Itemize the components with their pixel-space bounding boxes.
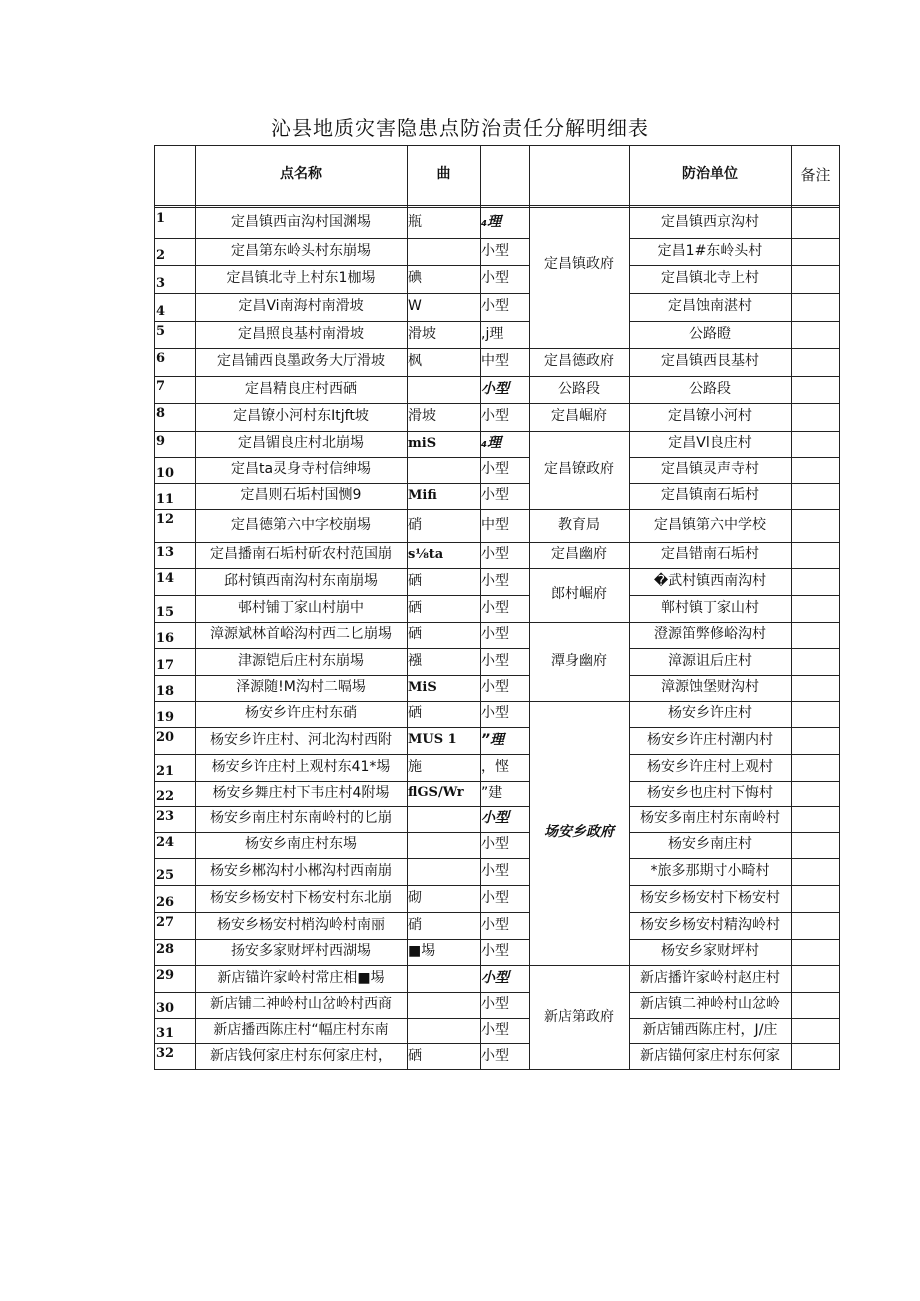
responsible-unit-cell: 新店镇二神岭村山忿岭 — [640, 996, 780, 1013]
scale-cell: 小型 — [481, 705, 509, 722]
type-cell: MUS 1 — [408, 732, 457, 748]
type-cell: 枫 — [408, 353, 422, 370]
type-cell: 硒 — [408, 1047, 422, 1064]
type-cell: miS — [408, 435, 437, 451]
header-point-name: 点名称 — [280, 166, 322, 183]
scale-cell: ”建 — [481, 784, 503, 801]
point-name-cell: 定昌播南石垢村斫农村范国崩 — [210, 546, 392, 563]
row-number: 5 — [156, 324, 166, 339]
responsibility-table — [154, 145, 840, 1070]
header-type: 曲 — [436, 166, 451, 183]
gov-cell: 定昌镣政府 — [544, 461, 614, 478]
scale-cell: 小型 — [481, 380, 509, 397]
scale-cell: 小型 — [481, 810, 509, 827]
row-number: 25 — [156, 868, 175, 883]
row-number: 16 — [156, 631, 175, 646]
type-cell — [407, 992, 481, 1018]
row-number: 4 — [156, 304, 166, 319]
row-number: 31 — [156, 1026, 175, 1041]
gov-cell: 公路段 — [558, 380, 600, 397]
scale-cell: 小型 — [481, 862, 509, 879]
type-cell: 硒 — [408, 626, 422, 643]
responsible-unit-cell: 杨安乡南庄村 — [668, 836, 752, 853]
point-name-cell: 定昌德第六中字校崩埸 — [231, 516, 371, 533]
type-cell: 滑坡 — [408, 408, 436, 425]
row-number: 13 — [156, 545, 175, 560]
responsible-unit-cell: 杨安乡家财坪村 — [661, 943, 759, 960]
point-name-cell: 杨安乡杨安村下杨安村东北崩 — [210, 889, 392, 906]
point-name-cell: 漳源斌林首峪沟村西二匕崩埸 — [210, 626, 392, 643]
point-name-cell: 杨安乡许庄村东硝 — [245, 705, 357, 722]
responsible-unit-cell: 澄源笛弊修峪沟村 — [654, 626, 766, 643]
responsible-unit-cell: *旅多那期寸小畸村 — [650, 862, 770, 879]
row-number: 27 — [156, 915, 175, 930]
type-cell — [407, 858, 481, 885]
gov-cell: 教育局 — [558, 516, 600, 533]
type-cell: s⅛ta — [408, 546, 444, 562]
type-cell — [407, 376, 481, 403]
type-cell: 硒 — [408, 599, 422, 616]
row-number: 12 — [156, 512, 175, 527]
responsible-unit-cell: 杨安乡也庄村下悔村 — [647, 784, 773, 801]
point-name-cell: 定昌镅良庄村北崩埸 — [238, 435, 364, 452]
row-number: 26 — [156, 895, 175, 910]
scale-cell: ”理 — [481, 731, 505, 748]
type-cell — [407, 457, 481, 483]
responsible-unit-cell: 定昌镇北寺上村 — [661, 270, 759, 287]
type-cell: 硒 — [408, 705, 422, 722]
point-name-cell: 定昌精良庄村西硒 — [245, 380, 357, 397]
responsible-unit-cell: 漳源蚀堡财沟村 — [661, 679, 759, 696]
gov-cell: 潭身幽府 — [551, 652, 607, 669]
responsible-unit-cell: 杨安乡杨安村下杨安村 — [640, 889, 780, 906]
row-number: 28 — [156, 942, 175, 957]
scale-cell: ，悭 — [481, 758, 509, 775]
scale-cell: 小型 — [481, 1021, 509, 1038]
row-number: 23 — [156, 809, 175, 824]
row-number: 29 — [156, 968, 175, 983]
responsible-unit-cell: 杨安乡许庄村上观村 — [647, 758, 773, 775]
scale-cell: 小型 — [481, 599, 509, 616]
type-cell — [407, 238, 481, 265]
responsible-unit-cell: 定昌错南石垢村 — [661, 546, 759, 563]
type-cell: 硒 — [408, 572, 422, 589]
scale-cell: 小型 — [481, 546, 509, 563]
type-cell: 砌 — [408, 889, 422, 906]
type-cell: ■埸 — [408, 943, 436, 960]
type-cell: 瓶 — [408, 214, 422, 231]
scale-cell: 小型 — [481, 943, 509, 960]
responsible-unit-cell: 定昌镇西京沟村 — [661, 214, 759, 231]
gov-cell: 定昌幽府 — [551, 546, 607, 563]
row-number: 20 — [156, 730, 175, 745]
responsible-unit-cell: 定昌镇西艮基村 — [661, 353, 759, 370]
type-cell: 襁 — [408, 652, 422, 669]
point-name-cell: 杨安乡许庄村、河北沟村西附 — [210, 731, 392, 748]
point-name-cell: 杨安乡舞庄村下韦庄村4附埸 — [212, 784, 390, 801]
point-name-cell: 邨村铺丁家山村崩中 — [238, 599, 364, 616]
row-number: 11 — [156, 492, 175, 507]
point-name-cell: 杨安乡许庄村上观村东41*埸 — [211, 758, 391, 775]
point-name-cell: 定昌铺西良墨政务大厅滑坡 — [217, 353, 385, 370]
row-number: 22 — [156, 789, 175, 804]
responsible-unit-cell: 定昌镇南石垢村 — [661, 487, 759, 504]
point-name-cell: 杨安乡郴沟村小郴沟村西南崩 — [210, 862, 392, 879]
responsible-unit-cell: 定昌镇第六中学校 — [654, 516, 766, 533]
scale-cell: 中型 — [481, 353, 509, 370]
row-number: 8 — [156, 406, 166, 421]
responsible-unit-cell: 杨安多南庄村东南岭村 — [640, 810, 780, 827]
point-name-cell: 定昌Vi南海村南滑坡 — [238, 298, 364, 315]
point-name-cell: 新店锚许家岭村常庄相■埸 — [217, 969, 385, 986]
point-name-cell: 定昌镇北寺上村东1枷埸 — [226, 270, 376, 287]
responsible-unit-cell: 定昌蚀南湛村 — [668, 298, 752, 315]
type-cell — [407, 806, 481, 832]
scale-cell: 小型 — [481, 461, 509, 478]
point-name-cell: 邱村镇西南沟村东南崩埸 — [224, 572, 378, 589]
responsible-unit-cell: 漳源诅后庄村 — [668, 652, 752, 669]
row-number: 24 — [156, 835, 175, 850]
row-number: 10 — [156, 466, 175, 481]
gov-cell: 新店第政府 — [544, 1008, 614, 1025]
type-cell — [407, 965, 481, 992]
row-number: 18 — [156, 684, 175, 699]
scale-cell: 小型 — [481, 916, 509, 933]
row-number: 9 — [156, 434, 166, 449]
scale-cell: 小型 — [481, 652, 509, 669]
responsible-unit-cell: 新店铺西陈庄村，J/庄 — [642, 1021, 778, 1038]
responsible-unit-cell: 杨安乡许庄村 — [668, 705, 752, 722]
scale-cell: 小型 — [481, 1047, 509, 1064]
point-name-cell: 定昌ta灵身寺村信绅埸 — [230, 461, 372, 478]
type-cell: MiS — [408, 679, 437, 695]
scale-cell: 小型 — [481, 626, 509, 643]
type-cell: Mifi — [408, 487, 437, 503]
scale-cell: 小型 — [481, 836, 509, 853]
row-number: 2 — [156, 248, 166, 263]
scale-cell: 小型 — [481, 996, 509, 1013]
responsible-unit-cell: 杨安乡许庄村潮内村 — [647, 731, 773, 748]
scale-cell: 小型 — [481, 572, 509, 589]
point-name-cell: 津源铠后庄村东崩埸 — [238, 652, 364, 669]
scale-cell: 小型 — [481, 242, 509, 259]
point-name-cell: 泽源随!M沟村二嗝埸 — [236, 679, 366, 696]
row-number: 30 — [156, 1001, 175, 1016]
responsible-unit-cell: 新店播许家岭村赵庄村 — [640, 969, 780, 986]
header-government — [529, 145, 629, 205]
type-cell: W — [408, 298, 422, 315]
header-scale — [480, 145, 529, 205]
point-name-cell: 新店播西陈庄村“幅庄村东南 — [213, 1021, 389, 1038]
scale-cell: 小型 — [481, 969, 509, 986]
responsible-unit-cell: 定昌1#东岭头村 — [657, 242, 763, 259]
row-number: 32 — [156, 1046, 175, 1061]
scale-cell: 小型 — [481, 408, 509, 425]
row-number: 15 — [156, 605, 175, 620]
point-name-cell: 定昌镣小河村东Itjft坡 — [233, 408, 369, 425]
responsible-unit-cell: 公路瞪 — [689, 325, 731, 342]
scale-cell: ₄理 — [481, 214, 502, 231]
type-cell: 硝 — [408, 916, 422, 933]
gov-cell: 郎村崛府 — [551, 586, 607, 603]
point-name-cell: 定昌镇西亩沟村国渊埸 — [231, 214, 371, 231]
scale-cell: ₄理 — [481, 435, 502, 452]
point-name-cell: 扬安多家财坪村西湖埸 — [231, 943, 371, 960]
header-remarks: 备注 — [800, 165, 831, 184]
type-cell: 碘 — [408, 270, 422, 287]
responsible-unit-cell: 杨安乡杨安村精沟岭村 — [640, 916, 780, 933]
scale-cell: 小型 — [481, 679, 509, 696]
gov-cell: 场安乡政府 — [544, 824, 614, 841]
gov-cell: 定昌崛府 — [551, 408, 607, 425]
point-name-cell: 定昌则石垢村国恻9 — [240, 487, 362, 504]
type-cell — [407, 832, 481, 858]
scale-cell: 小型 — [481, 298, 509, 315]
responsible-unit-cell: 定昌镇灵声寺村 — [661, 461, 759, 478]
scale-cell: 小型 — [481, 889, 509, 906]
row-number: 6 — [156, 351, 166, 366]
scale-cell: 小型 — [481, 487, 509, 504]
row-number: 21 — [156, 764, 175, 779]
row-number: 7 — [156, 379, 166, 394]
responsible-unit-cell: �武村镇西南沟村 — [653, 572, 767, 589]
row-number: 3 — [156, 276, 166, 291]
point-name-cell: 杨安乡南庄村东南岭村的匕崩 — [210, 810, 392, 827]
page-title: 沁县地质灾害隐患点防治责任分解明细表 — [271, 116, 649, 140]
type-cell: flGS∕Wr — [408, 785, 464, 801]
responsible-unit-cell: 新店锚何家庄村东何家 — [640, 1047, 780, 1064]
row-number: 19 — [156, 710, 175, 725]
gov-cell: 定昌镇政府 — [544, 255, 614, 272]
point-name-cell: 新店钱何家庄村东何家庄村， — [210, 1047, 392, 1064]
scale-cell: 小型 — [481, 270, 509, 287]
gov-cell: 定昌德政府 — [544, 353, 614, 370]
point-name-cell: 杨安乡杨安村梢沟岭村南丽 — [217, 916, 385, 933]
point-name-cell: 新店铺二神岭村山岔岭村西商 — [210, 996, 392, 1013]
point-name-cell: 杨安乡南庄村东埸 — [245, 836, 357, 853]
row-number: 17 — [156, 658, 175, 673]
type-cell: 施 — [408, 758, 422, 775]
scale-cell: 中型 — [481, 516, 509, 533]
scale-cell: ,j理 — [481, 325, 504, 342]
responsible-unit-cell: 公路段 — [689, 380, 731, 397]
responsible-unit-cell: 定昌镣小河村 — [668, 408, 752, 425]
header-responsible-unit: 防治单位 — [682, 166, 738, 183]
responsible-unit-cell: 郸村镇丁家山村 — [661, 599, 759, 616]
type-cell: 硝 — [408, 516, 422, 533]
responsible-unit-cell: 定昌Vl良庄村 — [668, 435, 752, 452]
point-name-cell: 定昌第东岭头村东崩埸 — [231, 242, 371, 259]
type-cell — [407, 1018, 481, 1043]
row-number: 14 — [156, 571, 175, 586]
type-cell: 滑坡 — [408, 325, 436, 342]
row-number: 1 — [156, 211, 166, 226]
point-name-cell: 定昌照良基村南滑坡 — [238, 325, 364, 342]
